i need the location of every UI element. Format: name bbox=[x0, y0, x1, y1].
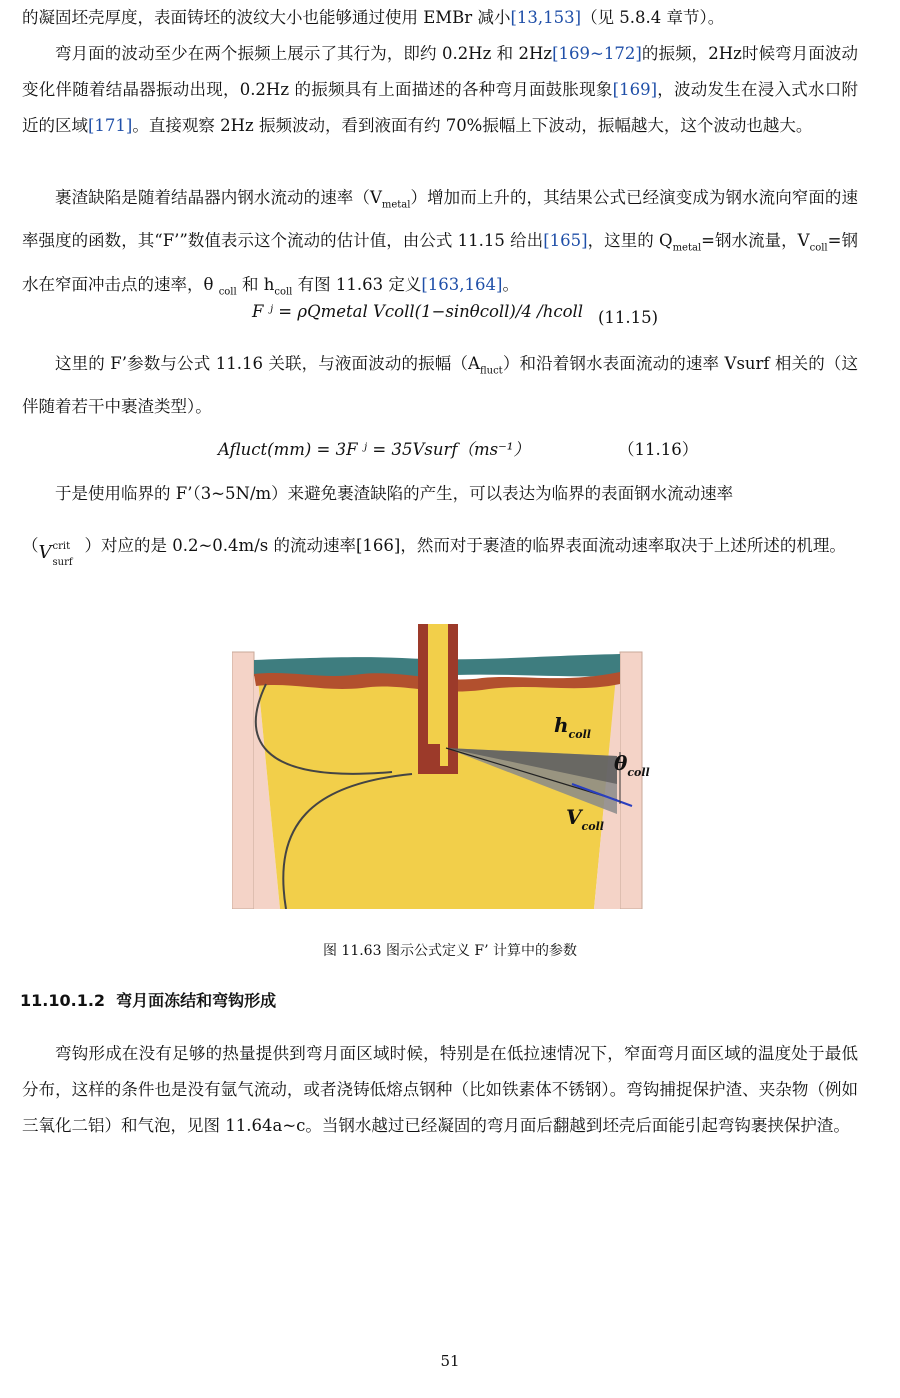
para5-text: ）对应的是 0.2~0.4m/s 的流动速率[166]，然而对于裹渣的临界表面流动速率取决于上述所述的机理。 bbox=[84, 536, 846, 555]
section-number: 11.10.1.2 bbox=[20, 991, 106, 1010]
para3-text: ，这里的 Q bbox=[587, 231, 673, 251]
para2-text: ，波动发生在浸入式水口附近的区域 bbox=[22, 80, 858, 135]
subscript: metal bbox=[381, 199, 411, 211]
h-coll-label: $h_{coll}$ bbox=[554, 713, 591, 741]
equation-formula: F ʲ = ρQmetal Vcoll(1−sinθcoll)/4 /hcoll bbox=[252, 302, 584, 321]
v-coll-label: $V_{coll}$ bbox=[566, 805, 604, 833]
equation-formula: Afluct(mm) = 3F ʲ = 35Vsurf（ms⁻¹） bbox=[218, 440, 530, 459]
subscript: surf bbox=[52, 556, 73, 568]
paragraph-3 bbox=[22, 180, 858, 310]
citation-link[interactable]: [165] bbox=[543, 231, 588, 251]
para3-text: ）增加而上升的，其结果公式已经演变成为钢水流向窄面的速率强度的函数，其“F’”数值表示这个流动的估计值，由公式 11.15 给出 bbox=[22, 188, 858, 251]
subscript: coll bbox=[809, 242, 828, 254]
section-title: 弯月面冻结和弯钩形成 bbox=[116, 991, 277, 1010]
equation-11-15 bbox=[252, 302, 583, 321]
para1-text: 的凝固坯壳厚度，表面铸坯的波纹大小也能够通过使用 EMBr 减小 bbox=[22, 8, 511, 27]
v-crit-surf-symbol: V crit surf bbox=[39, 533, 85, 561]
citation-link[interactable]: [171] bbox=[88, 116, 133, 135]
citation-link[interactable]: [169~172] bbox=[552, 44, 642, 63]
paragraph-5 bbox=[22, 476, 858, 512]
equation-11-16 bbox=[218, 436, 530, 460]
subscript: coll bbox=[218, 285, 237, 297]
para3-text: 。 bbox=[502, 274, 519, 294]
para1-text: （见 5.8.4 章节）。 bbox=[581, 8, 725, 27]
para2-text: 的振频，2Hz时候弯月面波动变化伴随着结晶器振动出现，0.2Hz 的振频具有上面描述的各种弯月面鼓胀现象 bbox=[22, 44, 858, 99]
para3-text: 有图 11.63 定义 bbox=[292, 274, 422, 294]
para3-text: =钢水流量，V bbox=[701, 231, 810, 251]
page-number: 51 bbox=[440, 1352, 460, 1370]
para3-text: 裹渣缺陷是随着结晶器内钢水流动的速率（V bbox=[55, 188, 382, 207]
subscript: metal bbox=[672, 242, 702, 254]
paragraph-1 bbox=[22, 0, 858, 36]
paragraph-5-cont bbox=[22, 528, 858, 568]
para4-text: ）和沿着钢水表面流动的速率 Vsurf 相关的（这伴随着若干中裹渣类型）。 bbox=[22, 354, 858, 417]
paragraph-2 bbox=[22, 36, 858, 144]
para3-text: 和 h bbox=[236, 274, 275, 294]
para5-text: 于是使用临界的 F’（3~5N/m）来避免裹渣缺陷的产生，可以表达为临界的表面钢水流动速率 bbox=[55, 484, 734, 503]
para4-text: 这里的 F’参数与公式 11.16 关联，与液面波动的振幅（A bbox=[55, 354, 480, 373]
mold-diagram bbox=[232, 624, 650, 909]
left-mold-wall bbox=[232, 652, 254, 909]
superscript: crit bbox=[52, 540, 71, 552]
subscript: coll bbox=[274, 285, 293, 297]
mold-flow-figure bbox=[232, 624, 650, 909]
paragraph-4 bbox=[22, 346, 858, 425]
citation-link[interactable]: [169] bbox=[612, 80, 658, 99]
theta-coll-label: $\theta_{coll}$ bbox=[614, 751, 650, 779]
right-mold-wall bbox=[620, 652, 642, 909]
citation-link[interactable]: [163,164] bbox=[421, 274, 503, 294]
nozzle-port bbox=[428, 744, 440, 766]
citation-link[interactable]: [13,153] bbox=[510, 8, 582, 27]
paragraph-6: 弯钩形成在没有足够的热量提供到弯月面区域时候，特别是在低拉速情况下，窄面弯月面区域的温度处于最低分布，这样的条件也是没有氩气流动，或者浇铸低熔点钢种（比如铁素体不锈钢）。弯钩捕捉保护渣、夹杂物（例如三氧化二铝）和气泡，见图 11.64a~c。当钢水越过已经凝固的弯月面后翻越到坯壳后面能引起弯钩裹挟保护渣。 bbox=[22, 1044, 858, 1135]
section-heading bbox=[20, 988, 276, 1011]
equation-number: （11.16） bbox=[618, 440, 699, 459]
para2-text: 弯月面的波动至少在两个振频上展示了其行为，即约 0.2Hz 和 2Hz bbox=[55, 44, 553, 63]
equation-number: (11.15) bbox=[598, 308, 659, 327]
figure-caption: 图 11.63 图示公式定义 F’ 计算中的参数 bbox=[322, 943, 578, 959]
para3-text: =钢水在窄面冲击点的速率，θ bbox=[22, 231, 858, 294]
para5-text: （ bbox=[22, 536, 39, 555]
subscript: fluct bbox=[479, 365, 503, 377]
para2-text: 。直接观察 2Hz 振频波动，看到液面有约 70%振幅上下波动，振幅越大，这个波动也越大。 bbox=[132, 116, 813, 135]
